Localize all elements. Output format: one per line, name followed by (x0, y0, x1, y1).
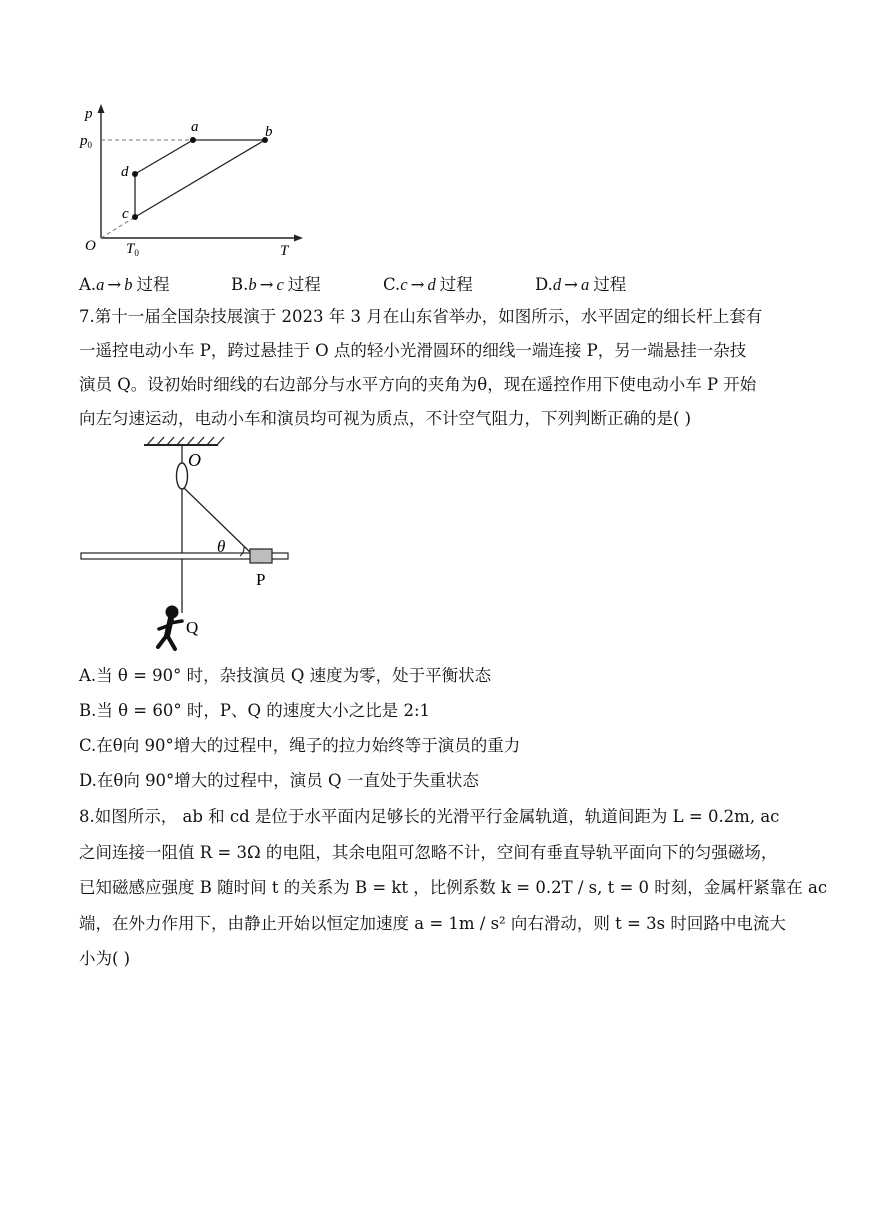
point-a-dot (190, 137, 196, 143)
t-axis-arrow (294, 235, 303, 242)
label-q: Q (186, 618, 199, 637)
q7-stem-line-4: 向左匀速运动，电动小车和演员均可视为质点，不计空气阻力，下列判断正确的是( ) (79, 409, 692, 428)
acrobat-diagram (78, 435, 308, 657)
segment-da (135, 140, 193, 174)
segment-bc (135, 140, 265, 217)
label-p0: $p_0$ (80, 133, 92, 150)
pt-diagram (78, 100, 308, 265)
point-d-dot (132, 171, 138, 177)
label-d: d (121, 164, 129, 180)
q7-option-a[interactable]: A.当 θ = 90° 时，杂技演员 Q 速度为零，处于平衡状态 (79, 666, 492, 685)
q7-stem-line-1: 7.第十一届全国杂技展演于 2023 年 3 月在山东省举办，如图所示，水平固定的细长杆上套有 (79, 307, 763, 326)
electric-car-p (250, 549, 272, 563)
p-axis-arrow (98, 104, 105, 113)
label-o: O (188, 450, 201, 470)
label-a: a (191, 119, 199, 135)
q8-stem-line-5: 小为( ) (79, 949, 131, 968)
label-theta: θ (217, 537, 226, 556)
q8-stem-line-2: 之间连接一阻值 R = 3Ω 的电阻，其余电阻可忽略不计，空间有垂直导轨平面向下的匀强磁场， (79, 843, 778, 862)
q7-option-d[interactable]: D.在θ向 90°增大的过程中，演员 Q 一直处于失重状态 (79, 771, 479, 790)
smooth-ring (177, 463, 188, 489)
ceiling-hatch (147, 437, 224, 445)
q8-stem-line-1: 8.如图所示， ab 和 cd 是位于水平面内足够长的光滑平行金属轨道，轨道间距为 L = 0.2m, ac (79, 807, 780, 826)
label-origin: O (85, 238, 96, 254)
label-b: b (265, 124, 273, 140)
label-p: P (256, 570, 266, 589)
q6-option-b[interactable]: B.b → c 过程 (231, 275, 321, 294)
q8-stem-line-4: 端，在外力作用下，由静止开始以恒定加速度 a = 1m / s² 向右滑动，则 t = 3s 时回路中电流大 (79, 914, 786, 933)
q6-option-a[interactable]: A.a → b 过程 (79, 275, 170, 294)
acrobat-q (158, 606, 182, 650)
q8-stem-line-3: 已知磁感应强度 B 随时间 t 的关系为 B = kt ，比例系数 k = 0.2T / s, t = 0 时刻，金属杆紧靠在 ac (79, 878, 828, 897)
label-c: c (122, 206, 129, 222)
origin-extension (101, 217, 135, 238)
label-p-axis: p (85, 106, 93, 122)
q7-option-b[interactable]: B.当 θ = 60° 时，P、Q 的速度大小之比是 2:1 (79, 701, 431, 720)
label-t0: $T_0$ (126, 241, 139, 258)
q7-stem-line-3: 演员 Q。设初始时细线的右边部分与水平方向的夹角为θ，现在遥控作用下使电动小车 P 开始 (79, 375, 757, 394)
q6-option-c[interactable]: C.c → d 过程 (383, 275, 473, 294)
label-t-axis: T (280, 243, 289, 259)
q7-option-c[interactable]: C.在θ向 90°增大的过程中，绳子的拉力始终等于演员的重力 (79, 736, 521, 755)
q6-option-d[interactable]: D.d → a 过程 (535, 275, 627, 294)
q7-stem-line-2: 一遥控电动小车 P，跨过悬挂于 O 点的轻小光滑圆环的细线一端连接 P，另一端悬挂一杂技 (79, 341, 747, 360)
point-c-dot (132, 214, 138, 220)
